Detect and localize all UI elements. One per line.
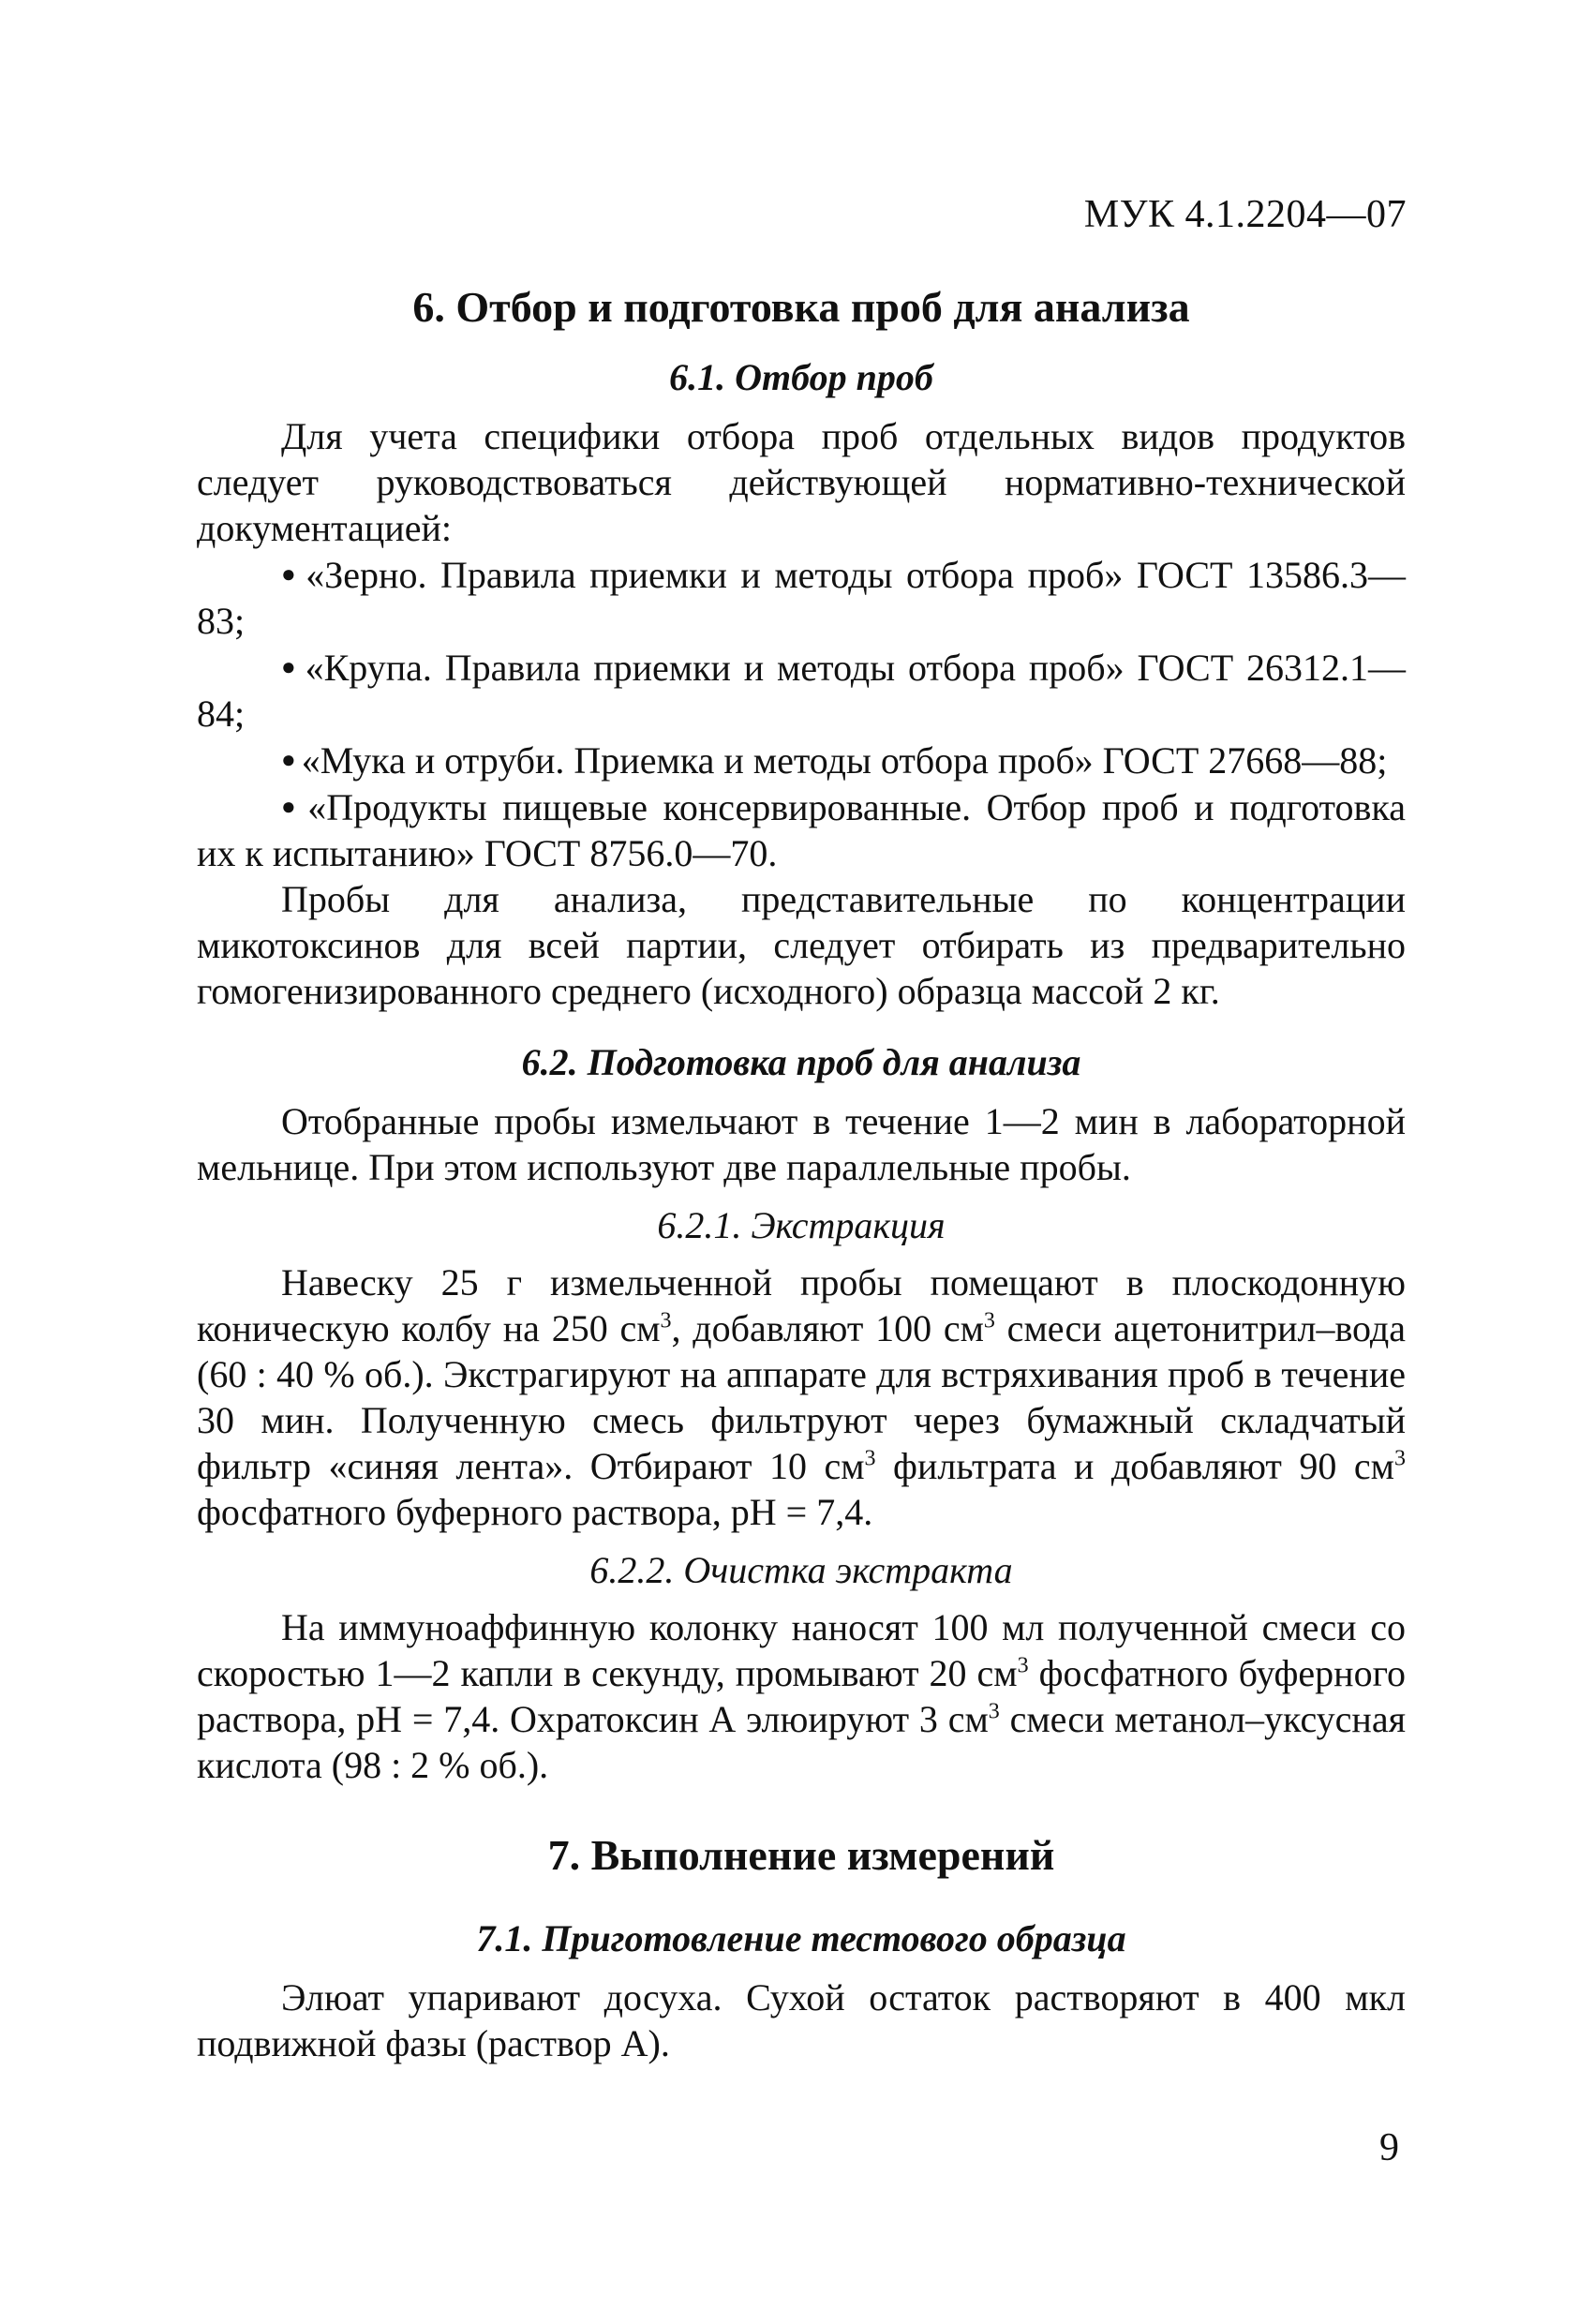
superscript: 3 bbox=[988, 1699, 1000, 1724]
superscript: 3 bbox=[1394, 1446, 1406, 1471]
test-sample-paragraph: Элюат упаривают досуха. Сухой остаток растворяют в 400 мкл подвижной фазы (раствор А). bbox=[197, 1976, 1406, 2065]
list-item-text: «Продукты пищевые консервированные. Отбор проб и подготовка их к испытанию» ГОСТ 8756.0—70. bbox=[197, 786, 1406, 875]
document-code: МУК 4.1.2204—07 bbox=[1083, 193, 1407, 236]
bullet-icon: ● bbox=[281, 653, 300, 681]
bullet-icon: ● bbox=[281, 560, 301, 588]
bullet-icon: ● bbox=[281, 793, 303, 821]
page-number: 9 bbox=[1379, 2126, 1399, 2169]
section-6-heading: 6. Отбор и подготовка проб для анализа bbox=[412, 283, 1190, 331]
subsection-6-2-1-heading: 6.2.1. Экстракция bbox=[657, 1204, 946, 1247]
list-item bbox=[197, 551, 1406, 644]
superscript: 3 bbox=[660, 1308, 672, 1333]
list-item bbox=[197, 737, 1406, 783]
cleanup-text-a: На иммуноаффинную колонку наносят 100 мл полученной смеси со скоростью 1—2 капли в секунду, промывают 20 см bbox=[197, 1606, 1406, 1695]
sampling-closing-paragraph: Пробы для анализа, представительные по концентрации микотоксинов для всей партии, следует отбирать из предварительно гомогенизированного среднего (исходного) образца массой 2 кг. bbox=[197, 878, 1406, 1013]
bullet-icon: ● bbox=[281, 746, 296, 774]
list-item-text: «Зерно. Правила приемки и методы отбора проб» ГОСТ 13586.3—83; bbox=[197, 554, 1406, 643]
cleanup-text-b: фосфатного буферного раствора, pH = 7,4. Охратоксин А элюируют 3 см bbox=[197, 1652, 1406, 1741]
extraction-text-b: , добавляют 100 см bbox=[671, 1307, 984, 1350]
cleanup-text-c: смеси метанол–уксусная кислота (98 : 2 % об.). bbox=[197, 1698, 1406, 1787]
list-item bbox=[197, 644, 1406, 737]
superscript: 3 bbox=[1017, 1653, 1029, 1678]
page-content bbox=[197, 281, 1406, 2066]
subsection-7-1-heading: 7.1. Приготовление тестового образца bbox=[476, 1917, 1126, 1960]
subsection-6-2-heading: 6.2. Подготовка проб для анализа bbox=[521, 1041, 1081, 1084]
extraction-text-a: Навеску 25 г измельченной пробы помещают в плоскодонную коническую колбу на 250 см bbox=[197, 1261, 1406, 1350]
superscript: 3 bbox=[983, 1308, 995, 1333]
cleanup-paragraph bbox=[197, 1604, 1406, 1788]
section-7-heading: 7. Выполнение измерений bbox=[547, 1831, 1055, 1880]
preparation-paragraph: Отобранные пробы измельчают в течение 1—2 мин в лабораторной мельнице. При этом используют две параллельные пробы. bbox=[197, 1100, 1406, 1189]
list-item bbox=[197, 783, 1406, 876]
sampling-intro-paragraph: Для учета специфики отбора проб отдельных видов продуктов следует руководствоваться действующей нормативно-технической документацией: bbox=[197, 415, 1406, 550]
extraction-text-e: фосфатного буферного раствора, pH = 7,4. bbox=[197, 1491, 873, 1534]
list-item-text: «Мука и отруби. Приемка и методы отбора проб» ГОСТ 27668—88; bbox=[301, 739, 1388, 782]
extraction-paragraph bbox=[197, 1259, 1406, 1535]
subsection-6-1-heading: 6.1. Отбор проб bbox=[669, 356, 933, 399]
extraction-text-d: фильтрата и добавляют 90 см bbox=[875, 1445, 1394, 1488]
list-item-text: «Крупа. Правила приемки и методы отбора проб» ГОСТ 26312.1—84; bbox=[197, 647, 1406, 736]
superscript: 3 bbox=[864, 1446, 876, 1471]
extraction-text-c: смеси ацетонитрил–вода (60 : 40 % об.). Экстрагируют на аппарате для встряхивания проб в течение 30 мин. Полученную смесь фильтруют через бумажный складчатый фильтр «синяя лента». Отбирают 10 см bbox=[197, 1307, 1407, 1488]
subsection-6-2-2-heading: 6.2.2. Очистка экстракта bbox=[589, 1549, 1013, 1592]
